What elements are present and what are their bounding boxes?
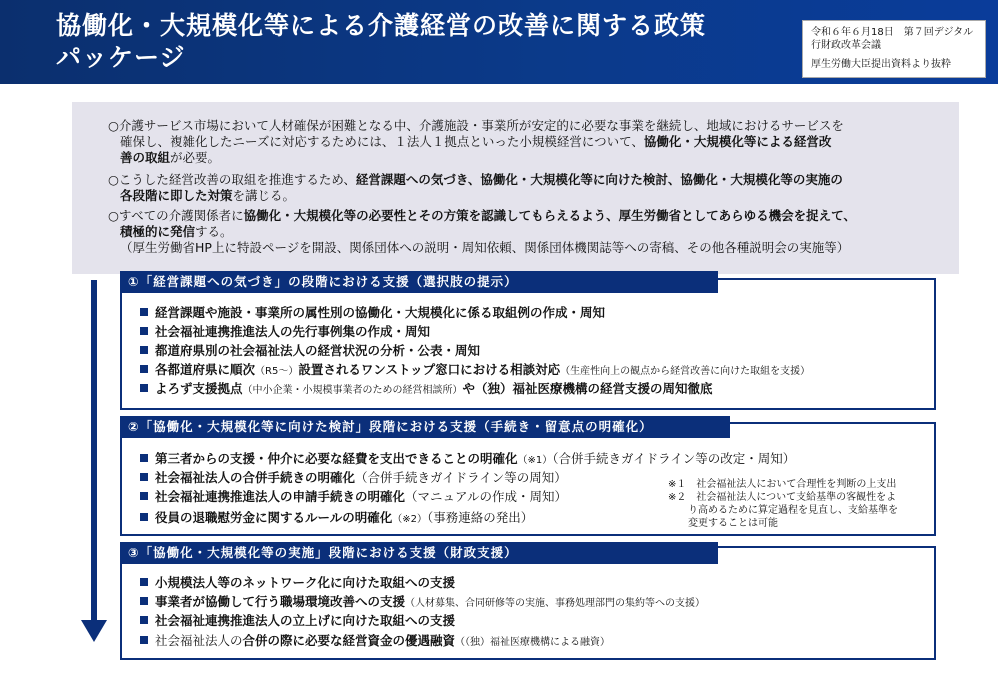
header-banner [0,0,998,84]
bullet-square-icon [140,384,148,392]
footnote-1: ※１ 社会福祉法人において合理性を判断の上支出 [668,479,897,490]
title-line-1: 協働化・大規模化等による介護経営の改善に関する政策 [56,11,707,40]
bullet-square-icon [140,616,148,624]
title-line-2: パッケージ [56,43,186,72]
section-1-tab: ①「経営課題への気づき」の段階における支援（選択肢の提示） [120,271,718,293]
stamp-line-3: 厚生労働大臣提出資料より抜粋 [811,59,951,70]
source-stamp [802,20,986,78]
section-1-item: よろず支援拠点（中小企業・小規模事業者のための経営相談所）や（独）福祉医療機構の経営支援の周知徹底 [140,380,713,399]
section-1-item: 都道府県別の社会福祉法人の経営状況の分析・公表・周知 [140,342,480,359]
bullet-square-icon [140,327,148,335]
stamp-line-2: 行財政改革会議 [811,40,881,51]
section-3-item: 事業者が協働して行う職場環境改善への支援（人材募集、合同研修等の実施、事務処理部門の集約等への支援） [140,593,705,612]
section-1-box [120,278,936,410]
section-1-item: 各都道府県に順次（R5～）設置されるワンストップ窓口における相談対応（生産性向上の観点から経営改善に向けた取組を支援） [140,361,810,380]
bullet-square-icon [140,578,148,586]
page-title [56,10,776,74]
section-1-item: 経営課題や施設・事業所の属性別の協働化・大規模化に係る取組例の作成・周知 [140,304,605,321]
bullet-square-icon [140,492,148,500]
flow-arrow-head-icon [81,620,107,642]
intro-paragraph-1: ○介護サービス市場において人材確保が困難となる中、介護施設・事業所が安定的に必要な事業を継続し、地域におけるサービスを 確保し、複雑化したニーズに対応するためには、１法人１拠点といった小規模経営について、協働化・大規模化等による経営改 善の取組が必要。 [108,118,844,165]
section-2-item: 社会福祉法人の合併手続きの明確化（合併手続きガイドライン等の周知） [140,469,567,486]
flow-arrow-line [91,280,97,625]
section-3-tab: ③「協働化・大規模化等の実施」段階における支援（財政支援） [120,542,718,564]
bullet-square-icon [140,365,148,373]
bullet-square-icon [140,513,148,521]
section-3-item: 小規模法人等のネットワーク化に向けた取組への支援 [140,574,455,591]
stamp-line-1: 令和６年６月18日 第７回デジタル [811,27,974,38]
bullet-square-icon [140,454,148,462]
intro-panel [72,102,959,274]
intro-paragraph-3: ○すべての介護関係者に協働化・大規模化等の必要性とその方策を認識してもらえるよう、厚生労働省としてあらゆる機会を捉えて、 積極的に発信する。 （厚生労働省HP上に特設ページを開設、関係団体への説明・周知依頼、関係団体機関誌等への寄稿、その他各種説明会の実施等） [108,208,856,255]
footnote-2-cont: り高めるために算定過程を見直し、支給基準を [688,505,898,516]
section-2-item: 第三者からの支援・仲介に必要な経費を支出できることの明確化（※1）（合併手続きガイドライン等の改定・周知） [140,450,795,469]
bullet-square-icon [140,473,148,481]
section-1-item: 社会福祉連携推進法人の先行事例集の作成・周知 [140,323,430,340]
bullet-square-icon [140,636,148,644]
section-3-item: 社会福祉連携推進法人の立上げに向けた取組への支援 [140,612,455,629]
bullet-square-icon [140,597,148,605]
section-2-tab: ②「協働化・大規模化等に向けた検討」段階における支援（手続き・留意点の明確化） [120,416,730,438]
section-2-item: 役員の退職慰労金に関するルールの明確化（※2）（事務連絡の発出） [140,509,533,528]
section-2-item: 社会福祉連携推進法人の申請手続きの明確化（マニュアルの作成・周知） [140,488,567,505]
intro-paragraph-2: ○こうした経営改善の取組を推進するため、経営課題への気づき、協働化・大規模化等に向けた検討、協働化・大規模化等の実施の 各段階に即した対策を講じる。 [108,172,843,203]
footnote-2-cont: 変更することは可能 [688,518,778,529]
section-3-item: 社会福祉法人の合併の際に必要な経営資金の優遇融資（（独）福祉医療機構による融資） [140,632,610,651]
footnote-2: ※２ 社会福祉法人について支給基準の客観性をよ [668,492,897,503]
bullet-square-icon [140,308,148,316]
bullet-square-icon [140,346,148,354]
